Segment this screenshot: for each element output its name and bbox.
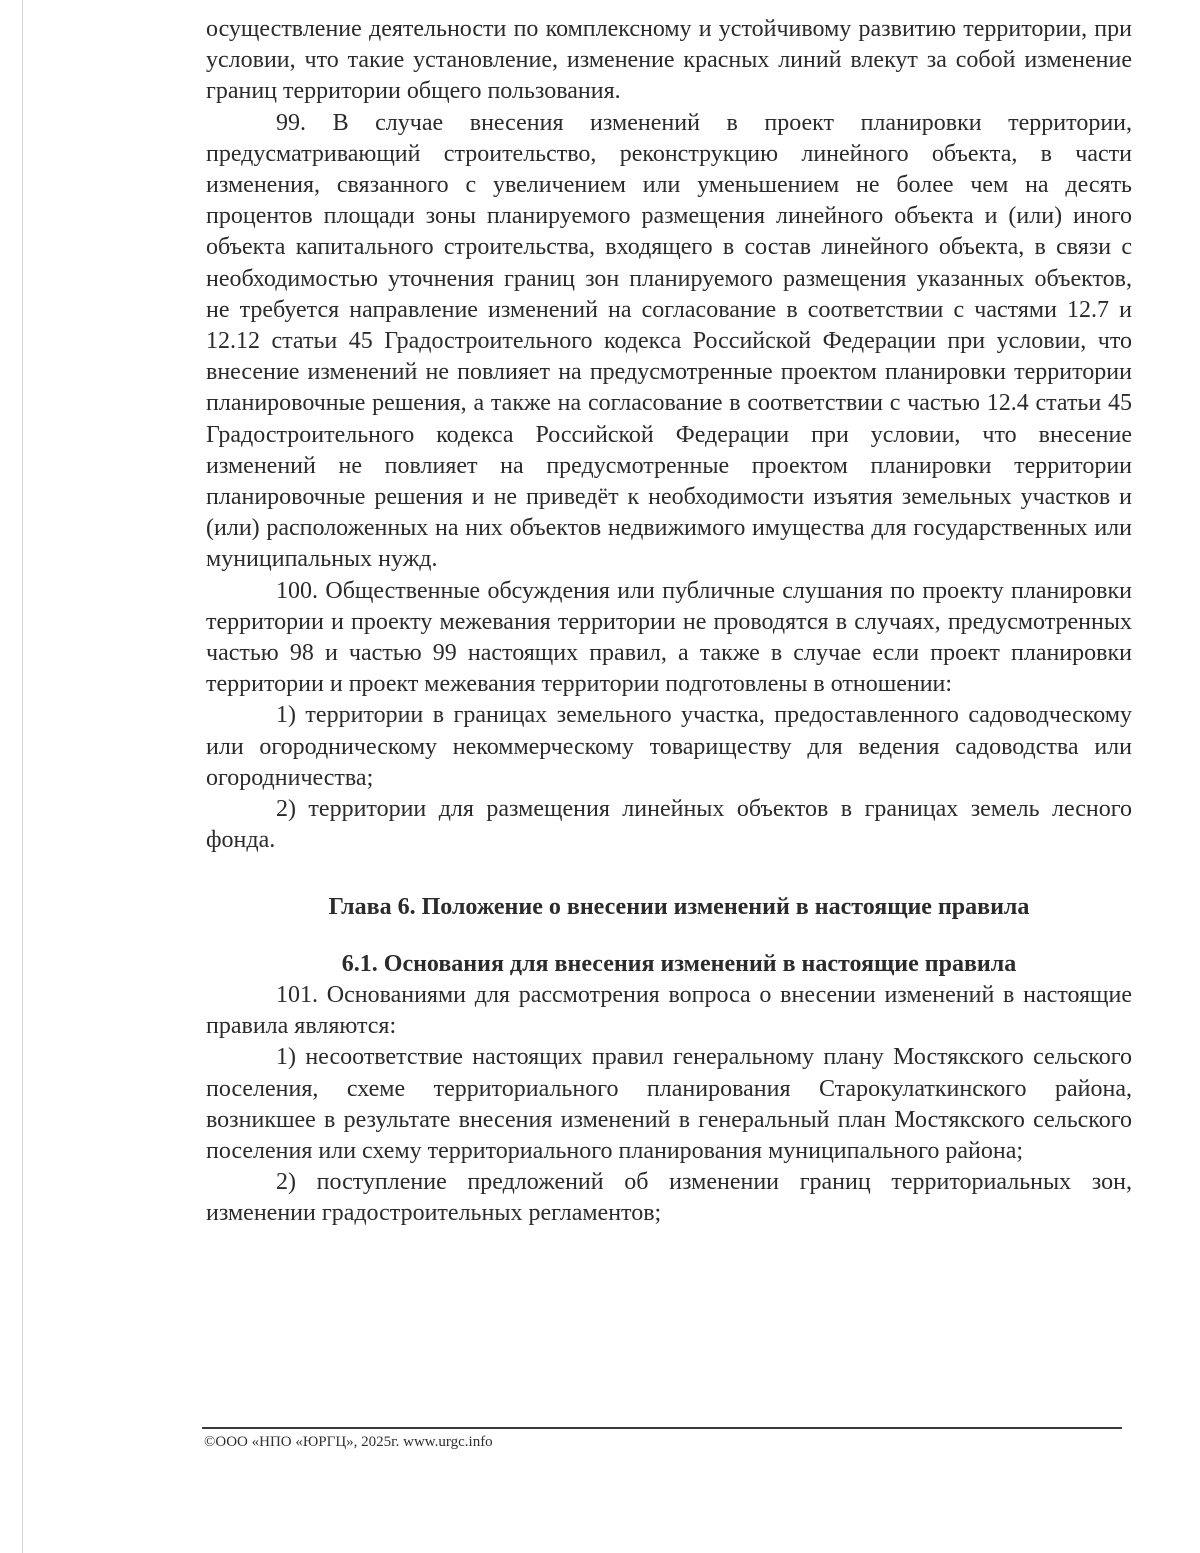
list-item-100-2: 2) территории для размещения линейных объектов в границах земель лесного фонда. [206,796,1132,854]
list-item-101-2: 2) поступление предложений об изменении границ территориальных зон, изменении градостроительных регламентов; [206,1169,1132,1227]
list-item-100-1: 1) территории в границах земельного участка, предоставленного садоводческому или огородническому некоммерческому товариществу для ведения садоводства или огородничества; [206,702,1132,791]
paragraph-101: 101. Основаниями для рассмотрения вопроса о внесении изменений в настоящие правила являются: [206,981,1132,1040]
paragraph-continuation: осуществление деятельности по комплексному и устойчивому развитию территории, при условии, что такие установление, изменение красных линий влекут за собой изменение границ территории общего пользования. [206,16,1132,105]
section-heading: 6.1. Основания для внесения изменений в настоящие правила [341,950,1017,977]
page-footer: ©ООО «НПО «ЮРГЦ», 2025г. www.urgc.info [204,1434,493,1450]
scan-edge-line [22,0,23,1553]
footer-divider [202,1427,1122,1429]
paragraph-99: 99. В случае внесения изменений в проект планировки территории, предусматривающий строительство, реконструкцию линейного объекта, в части изменения, связанного с увеличением или уменьшением не более чем на десять процентов площади зоны планируемого размещения линейного объекта и (или) иного объекта капитального строительства, входящего в состав линейного объекта, в связи с необходимостью уточнения границ зон планируемого размещения указанных объектов, не требуется направление изменений на согласование в соответствии с частями 12.7 и 12.12 статьи 45 Градостроительного кодекса Российской Федерации при условии, что внесение изменений не повлияет на предусмотренные проектом планировки территории планировочные решения, а также на согласование в соответствии с частью 12.4 статьи 45 Градостроительного кодекса Российской Федерации при условии, что внесение изменений не повлияет на предусмотренные проектом планировки территории планировочные решения и не приведёт к необходимости изъятия земельных участков и (или) расположенных на них объектов недвижимого имущества для государственных или муниципальных нужд. [206,109,1132,573]
list-item-101-1: 1) несоответствие настоящих правил генеральному плану Мостякского сельского поселения, схеме территориального планирования Старокулаткинского района, возникшее в результате внесения изменений в генеральный план Мостякского сельского поселения или схему территориального планирования муниципального района; [206,1044,1132,1164]
document-page [206,14,1132,1230]
chapter-heading: Глава 6. Положение о внесении изменений в настоящие правила [328,894,1030,921]
paragraph-100: 100. Общественные обсуждения или публичные слушания по проекту планировки территории и проекту межевания территории не проводятся в случаях, предусмотренных частью 98 и частью 99 настоящих правил, а также в случае если проект планировки территории и проект межевания территории подготовлены в отношении: [206,577,1132,698]
